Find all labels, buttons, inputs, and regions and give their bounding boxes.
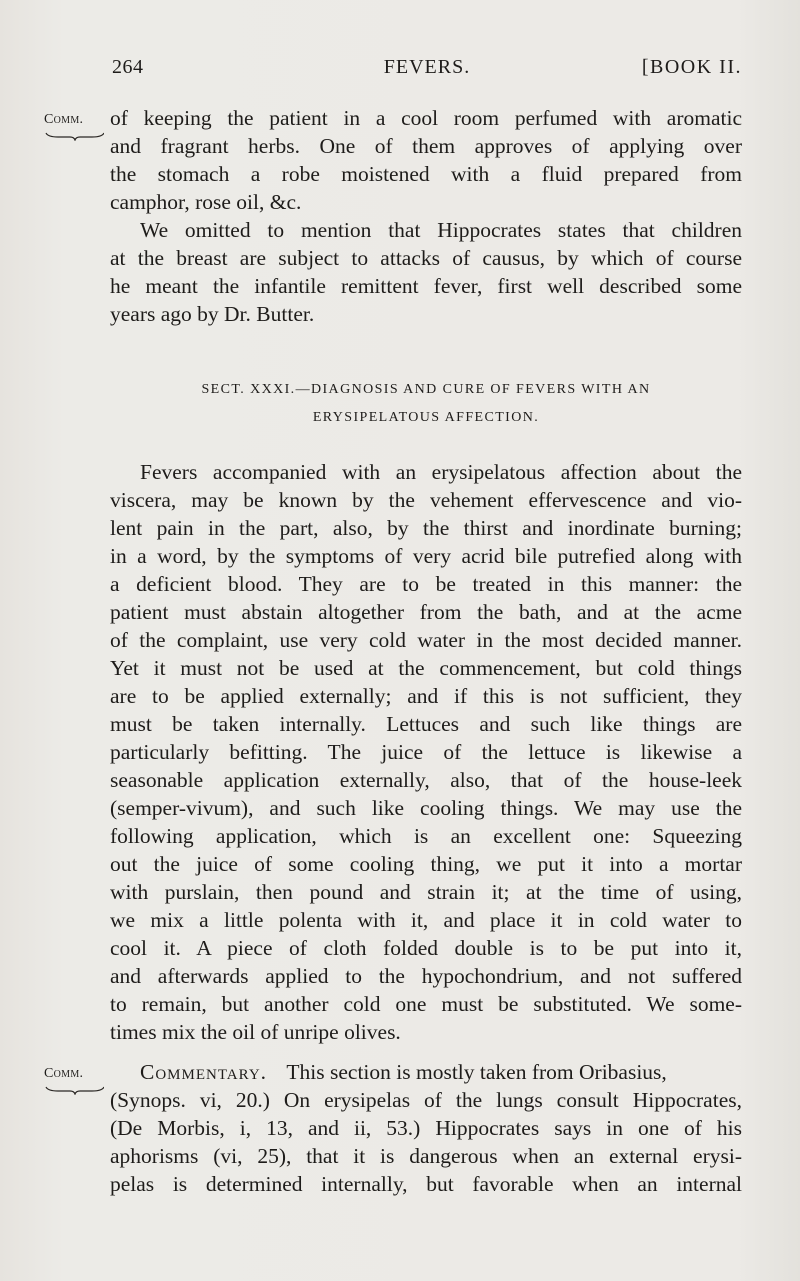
commentary-first-line xyxy=(140,1058,742,1086)
running-title: FEVERS. xyxy=(383,56,471,78)
text-line: Yet it must not be used at the commencement, but cold things xyxy=(110,656,742,680)
text-line: (Synops. vi, 20.) On erysipelas of the lungs consult Hippocrates, xyxy=(110,1088,742,1112)
text-line: Fevers accompanied with an erysipelatous affection about the xyxy=(140,460,742,484)
text-line: of the complaint, use very cold water in the most decided manner. xyxy=(110,628,742,652)
text-line: pelas is determined internally, but favorable when an internal xyxy=(110,1172,742,1196)
margin-comm-label: Comm. xyxy=(44,112,84,127)
text-line: to remain, but another cold one must be substituted. We some- xyxy=(110,992,742,1016)
section-heading-line-2: ERYSIPELATOUS AFFECTION. xyxy=(312,410,540,425)
text-line: following application, which is an excellent one: Squeezing xyxy=(110,824,742,848)
text-line: cool it. A piece of cloth folded double is to be put into it, xyxy=(110,936,742,960)
text-line: we mix a little polenta with it, and place it in cold water to xyxy=(110,908,742,932)
text-line: seasonable application externally, also, that of the house-leek xyxy=(110,768,742,792)
page-number: 264 xyxy=(112,56,144,78)
margin-brace-icon xyxy=(44,1085,104,1095)
text-line: he meant the infantile remittent fever, first well described some xyxy=(110,274,742,298)
text-line: aphorisms (vi, 25), that it is dangerous when an external erysi- xyxy=(110,1144,742,1168)
commentary-first-line-text: This section is mostly taken from Oribasius, xyxy=(286,1060,667,1084)
text-line: the stomach a robe moistened with a fluid prepared from xyxy=(110,162,742,186)
text-line: lent pain in the part, also, by the thirst and inordinate burning; xyxy=(110,516,742,540)
margin-comm-label: Comm. xyxy=(44,1066,84,1081)
text-line: camphor, rose oil, &c. xyxy=(110,190,302,214)
commentary-label: Commentary. xyxy=(140,1060,268,1084)
text-line: and fragrant herbs. One of them approves of applying over xyxy=(110,134,742,158)
text-line: particularly befitting. The juice of the lettuce is likewise a xyxy=(110,740,742,764)
text-line: (De Morbis, i, 13, and ii, 53.) Hippocrates says in one of his xyxy=(110,1116,742,1140)
running-header xyxy=(112,56,742,86)
text-line: out the juice of some cooling thing, we put it into a mortar xyxy=(110,852,742,876)
text-line: must be taken internally. Lettuces and such like things are xyxy=(110,712,742,736)
text-line: of keeping the patient in a cool room perfumed with aromatic xyxy=(110,106,742,130)
text-line: times mix the oil of unripe olives. xyxy=(110,1020,401,1044)
text-line: in a word, by the symptoms of very acrid bile putrefied along with xyxy=(110,544,742,568)
book-reference: [BOOK II. xyxy=(641,56,742,78)
section-heading-line-1: SECT. XXXI.—DIAGNOSIS AND CURE OF FEVERS WITH AN xyxy=(201,382,651,397)
text-line: with purslain, then pound and strain it; at the time of using, xyxy=(110,880,742,904)
text-line: We omitted to mention that Hippocrates states that children xyxy=(140,218,742,242)
margin-brace-icon xyxy=(44,131,104,141)
text-line: a deficient blood. They are to be treated in this manner: the xyxy=(110,572,742,596)
text-line: patient must abstain altogether from the bath, and at the acme xyxy=(110,600,742,624)
text-line: and afterwards applied to the hypochondrium, and not suffered xyxy=(110,964,742,988)
text-line: at the breast are subject to attacks of causus, by which of course xyxy=(110,246,742,270)
text-line: are to be applied externally; and if this is not sufficient, they xyxy=(110,684,742,708)
text-line: (semper-vivum), and such like cooling things. We may use the xyxy=(110,796,742,820)
text-line: years ago by Dr. Butter. xyxy=(110,302,315,326)
text-line: viscera, may be known by the vehement effervescence and vio- xyxy=(110,488,742,512)
